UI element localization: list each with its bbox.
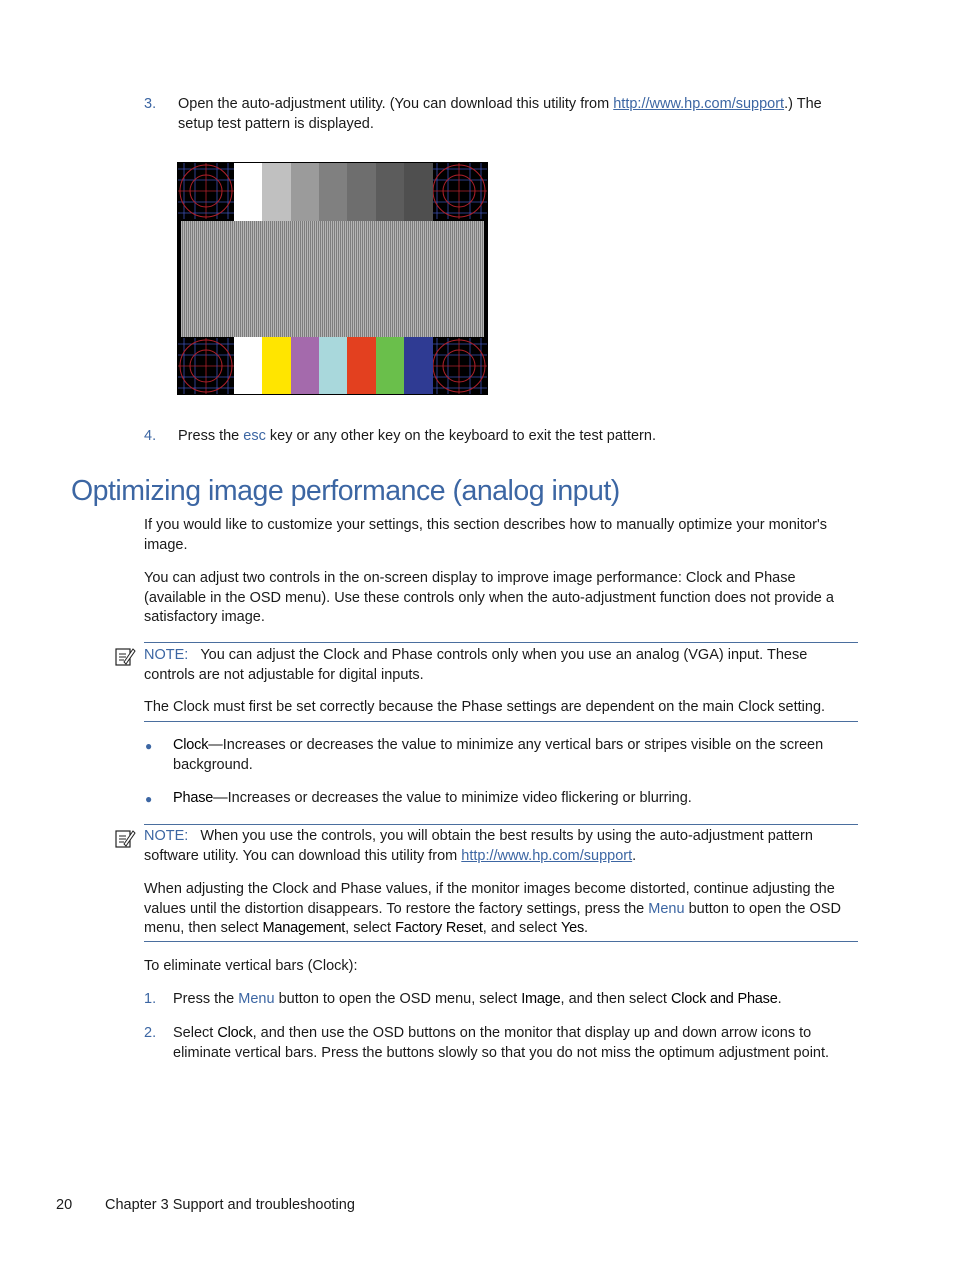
esc-key: esc (243, 428, 266, 444)
step-4-number: 4. (144, 428, 157, 444)
bullet-icon: ● (145, 792, 153, 806)
step-1-text: Press the Menu button to open the OSD menu, select Image, and then select Clock and Phase. (173, 991, 782, 1007)
note-2-paragraph-2: When adjusting the Clock and Phase values, if the monitor images become distorted, continue adjusting the values until the distortion disappears. To restore the factory settings, press the Menu button to open the OSD menu, then select Management, select Factory Reset, and select Yes. (144, 881, 841, 936)
gray-bar-7 (404, 163, 433, 221)
section-heading: Optimizing image performance (analog input) (71, 475, 620, 507)
gray-bar-4 (319, 163, 348, 221)
corner-target-1 (178, 163, 234, 219)
step-1-number: 1. (144, 991, 157, 1007)
gray-bar-1 (234, 163, 263, 221)
bullet-clock: Clock—Increases or decreases the value to minimize any vertical bars or stripes visible on the screen background. (173, 737, 824, 773)
step-2-text: Select Clock, and then use the OSD buttons on the monitor that display up and down arrow icons to eliminate vertical bars. Press the buttons slowly so that you do not miss the optimum adjustment point. (173, 1025, 830, 1061)
note-icon (114, 646, 136, 668)
setup-test-pattern (178, 163, 487, 394)
note-1-top-rule (144, 642, 858, 643)
color-bar-7 (404, 337, 433, 394)
step-2-number: 2. (144, 1025, 157, 1041)
bullet-icon: ● (145, 739, 153, 753)
color-bar-3 (291, 337, 320, 394)
note-2-text: NOTE: When you use the controls, you will obtain the best results by using the auto-adjustment pattern software utility. You can download this utility from http://www.hp.com/support. (144, 828, 813, 864)
gray-bar-5 (347, 163, 376, 221)
note-2-top-rule (144, 824, 858, 825)
note-1-text: NOTE: You can adjust the Clock and Phase controls only when you use an analog (VGA) input. These controls are not adjustable for digital inputs. (144, 647, 808, 683)
gray-bar-2 (262, 163, 291, 221)
bullet-phase: Phase—Increases or decreases the value to minimize video flickering or blurring. (173, 790, 692, 806)
step-3-text: Open the auto-adjustment utility. (You can download this utility from http://www.hp.com/support.) The setup test pattern is displayed. (178, 96, 822, 132)
support-link[interactable]: http://www.hp.com/support (613, 96, 785, 112)
note-1-bottom-rule (144, 721, 858, 722)
corner-target-3 (178, 338, 234, 394)
vertical-stripe-pattern (181, 221, 484, 337)
support-link[interactable]: http://www.hp.com/support (461, 847, 633, 864)
color-bar-6 (376, 337, 405, 394)
step-4-text: Press the esc key or any other key on the keyboard to exit the test pattern. (178, 428, 656, 444)
color-bar-4 (319, 337, 348, 394)
chapter-title: Chapter 3 Support and troubleshooting (105, 1197, 355, 1213)
note-2-bottom-rule (144, 941, 858, 942)
corner-target-2 (431, 163, 487, 219)
intro-paragraph-2: You can adjust two controls in the on-screen display to improve image performance: Clock and Phase (available in the OSD menu). Use these controls only when the auto-adjustment function does not provide a satisfactory image. (144, 570, 834, 625)
note-1-label: NOTE: (144, 647, 189, 663)
gray-bar-6 (376, 163, 405, 221)
gray-bar-3 (291, 163, 320, 221)
color-bar-5 (347, 337, 376, 394)
note-icon (114, 828, 136, 850)
corner-target-4 (431, 338, 487, 394)
note-1-paragraph-2: The Clock must first be set correctly because the Phase settings are dependent on the main Clock setting. (144, 699, 826, 715)
menu-button-ref: Menu (238, 991, 275, 1007)
color-bar-2 (262, 337, 291, 394)
intro-paragraph-1: If you would like to customize your settings, this section describes how to manually optimize your monitor's image. (144, 517, 827, 553)
color-bar-1 (234, 337, 263, 394)
menu-button-ref: Menu (648, 900, 685, 917)
eliminate-intro: To eliminate vertical bars (Clock): (144, 958, 358, 974)
step-3-number: 3. (144, 96, 157, 112)
note-2-label: NOTE: (144, 828, 189, 844)
page-number: 20 (56, 1197, 73, 1213)
